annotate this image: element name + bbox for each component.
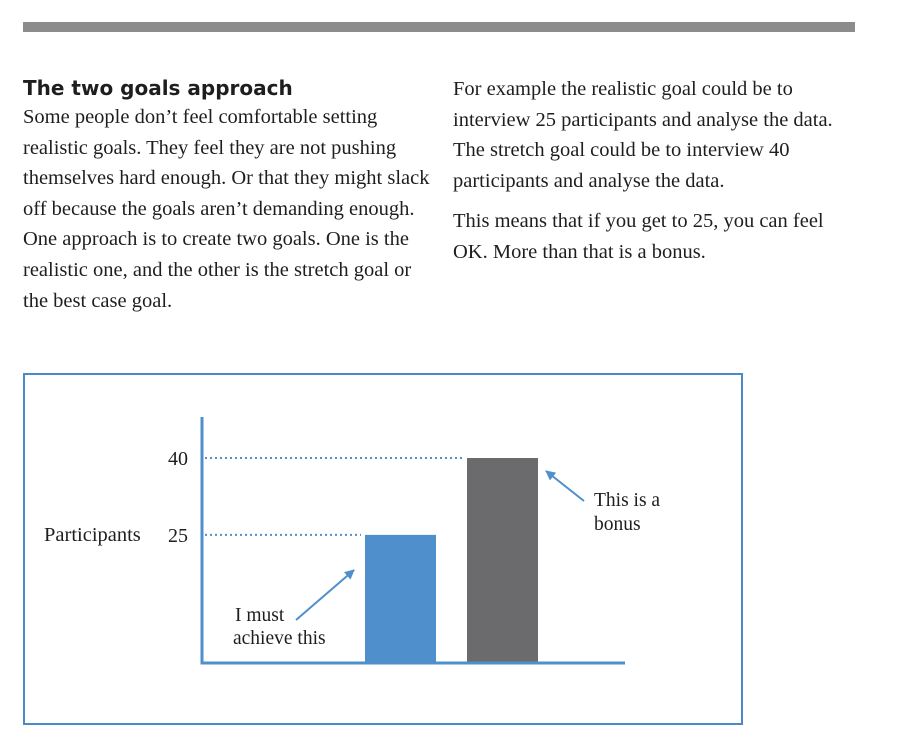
annotation-must-achieve: I must achieve this — [233, 605, 326, 649]
right-column — [453, 74, 863, 268]
left-column — [23, 74, 431, 316]
intro-paragraph: Some people don’t feel comfortable setting realistic goals. They feel they are not pushing themselves hard enough. Or that they might slack off because the goals aren’t demanding enough. One approach is to create two goals. One is the realistic one, and the other is the stretch goal or the best case goal. — [23, 106, 430, 312]
y-tick-40: 40 — [168, 448, 188, 470]
section-heading: The two goals approach — [23, 76, 293, 100]
bar-25 — [365, 535, 436, 663]
goals-chart — [25, 375, 741, 723]
goals-chart-frame — [23, 373, 743, 725]
example-paragraph: For example the realistic goal could be to interview 25 participants and analyse the data. The stretch goal could be to interview 40 participants and analyse the data. — [453, 78, 833, 192]
annotation-arrow-must-achieve — [296, 570, 354, 620]
bonus-paragraph: This means that if you get to 25, you can feel OK. More than that is a bonus. — [453, 210, 824, 263]
y-axis-label: Participants — [44, 524, 141, 546]
top-divider — [23, 22, 855, 32]
y-tick-25: 25 — [168, 524, 188, 547]
annotation-bonus: This is a bonus — [594, 490, 661, 535]
bar-40 — [467, 458, 538, 663]
annotation-arrow-bonus — [546, 471, 584, 501]
